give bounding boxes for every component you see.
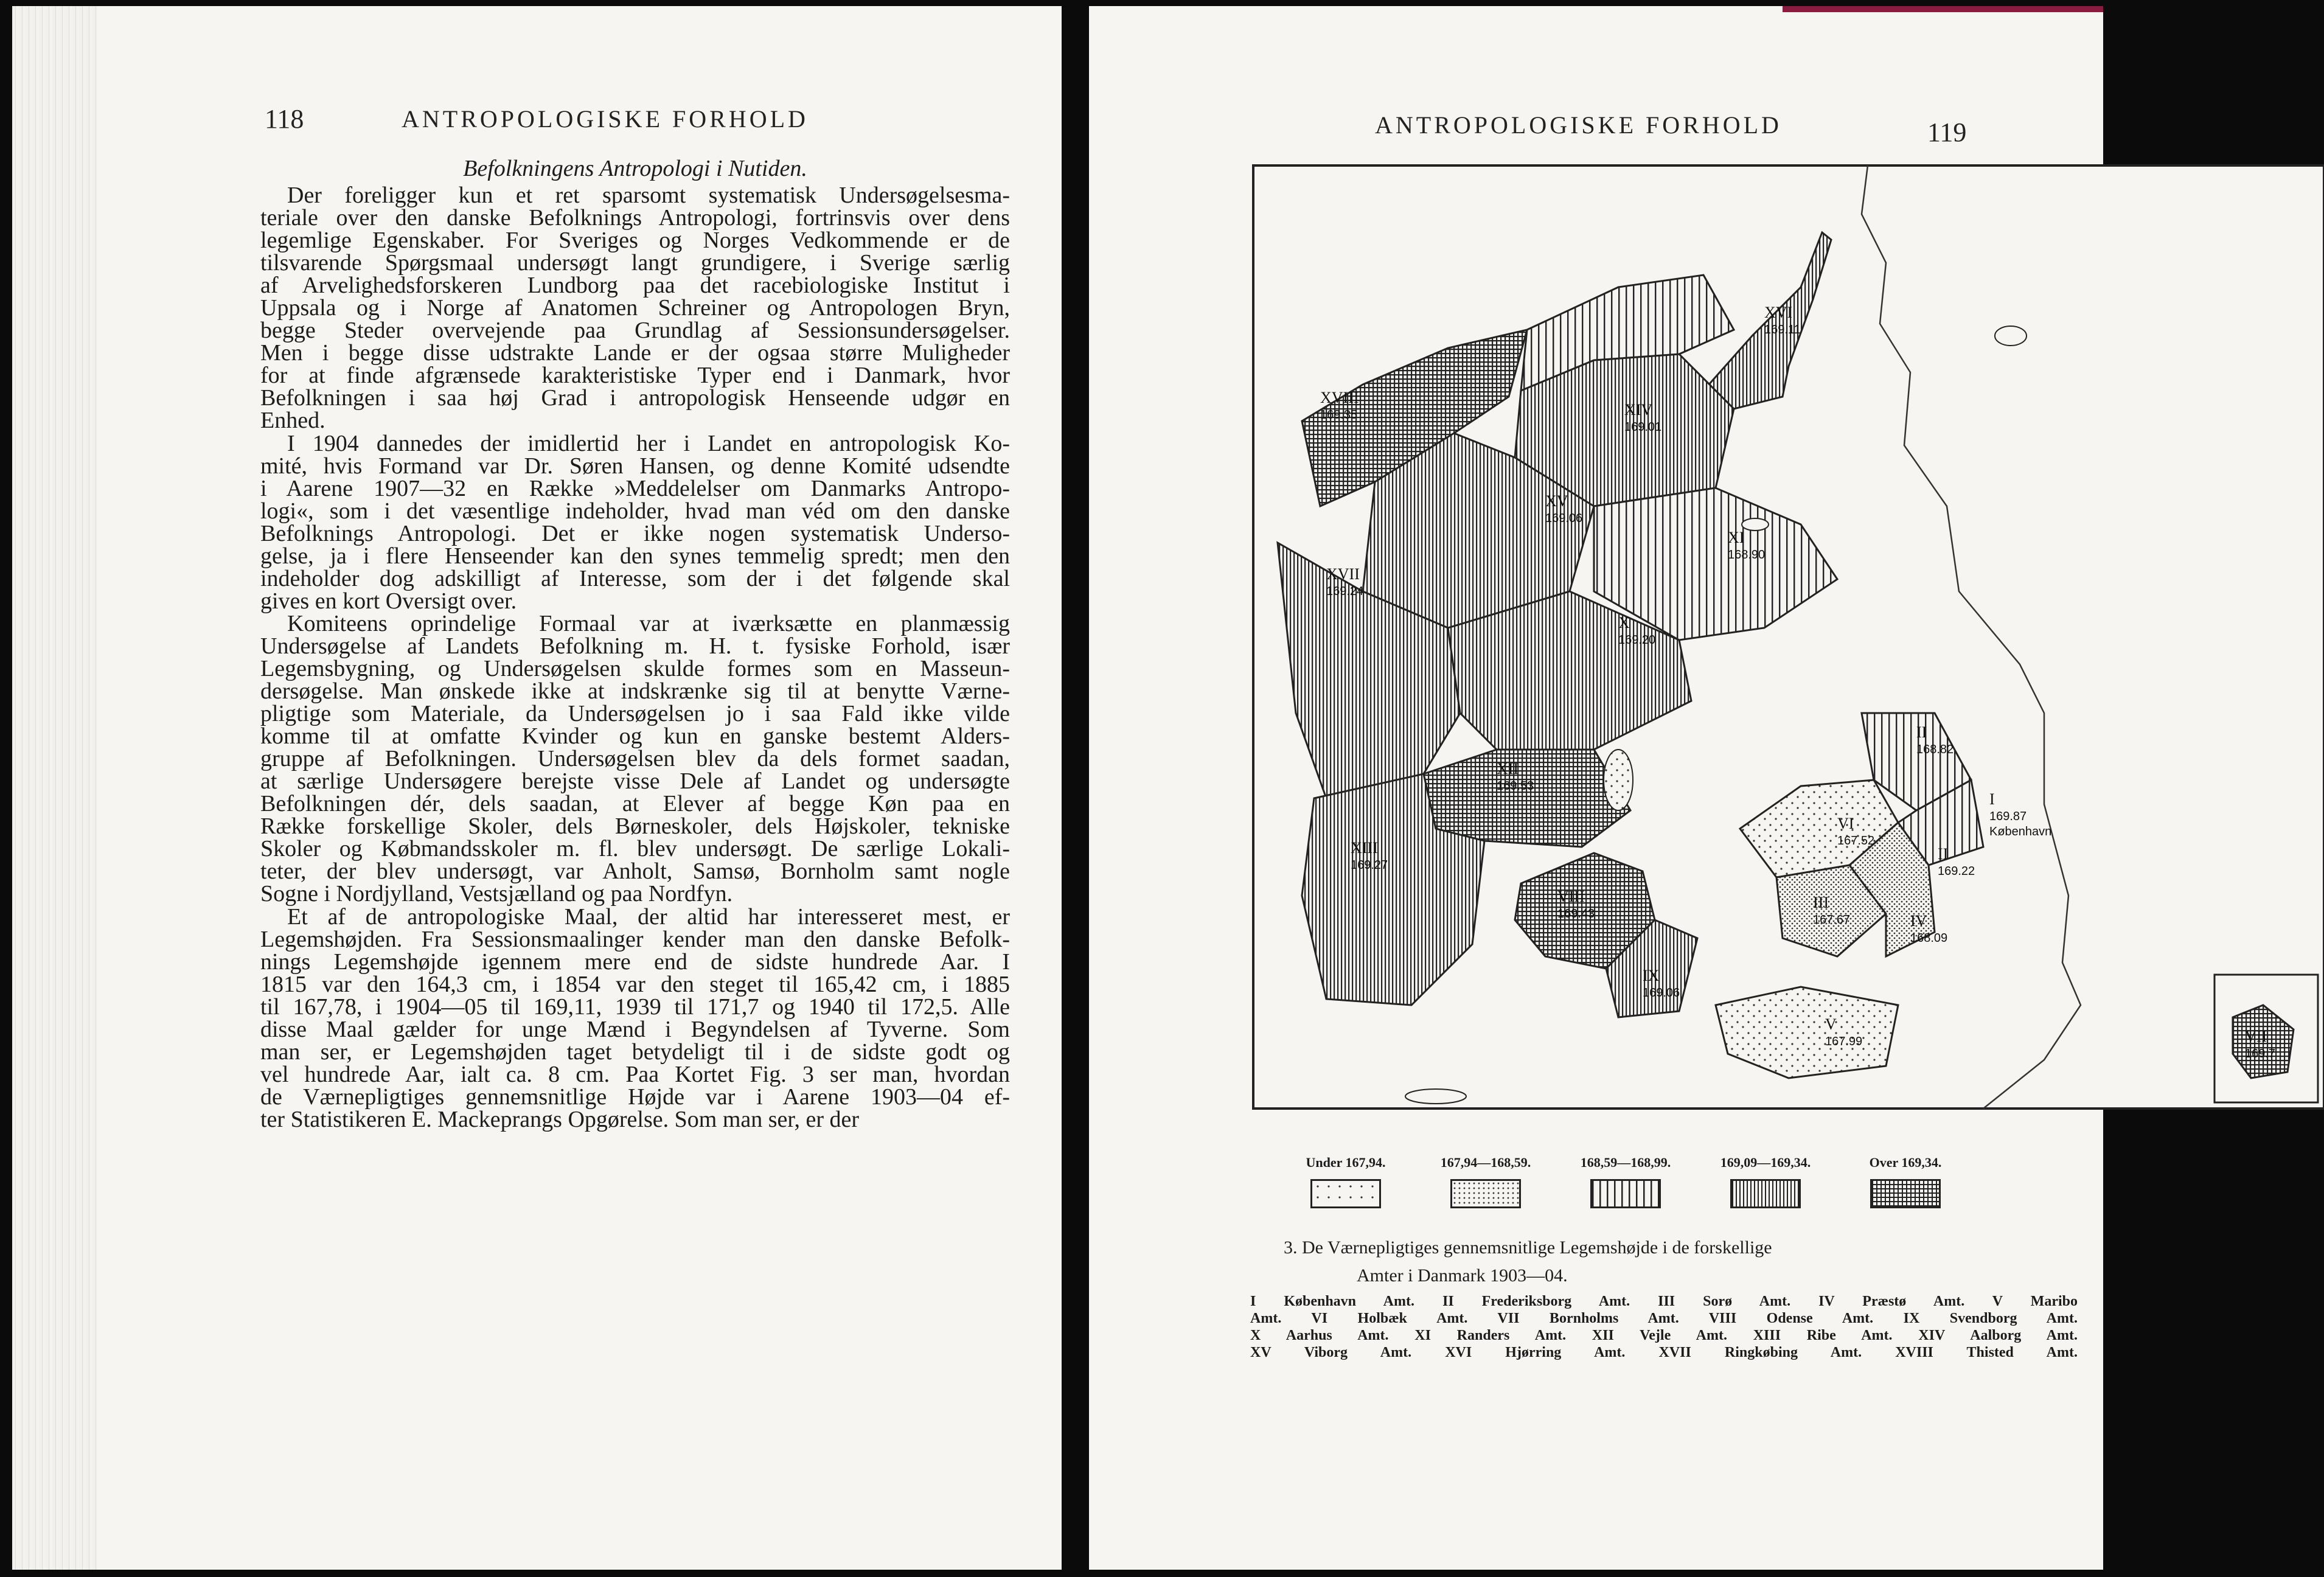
legend-item bbox=[1285, 1155, 1407, 1208]
map-region-numeral: VIII bbox=[1557, 888, 1585, 905]
region-xii bbox=[1424, 750, 1630, 847]
map-region-numeral: V bbox=[1825, 1015, 1837, 1033]
text-line: Et af de antropologiske Maal, der altid har interesseret mest, er bbox=[287, 903, 1010, 930]
map-region-numeral: XI bbox=[1728, 529, 1745, 546]
legend-item bbox=[1425, 1155, 1546, 1208]
map-region-numeral: XIV bbox=[1624, 401, 1653, 419]
running-head-left: ANTROPOLOGISKE FORHOLD bbox=[402, 105, 809, 133]
text-line: vel hundrede Aar, ialt ca. 8 cm. Paa Kortet Fig. 3 ser man, hvordan bbox=[260, 1061, 1010, 1087]
text-line: gelse, ja i flere Henseender kan den synes temmelig spredt; men den bbox=[260, 543, 1010, 569]
map-region-value: 169.35 bbox=[1320, 408, 1358, 422]
text-line: teter, der blev undersøgt, var Anholt, Samsø, Bornholm samt nogle bbox=[260, 858, 1010, 885]
map-region-numeral: XV bbox=[1545, 492, 1568, 510]
map-region-numeral: IX bbox=[1643, 967, 1660, 984]
caption-line-1: 3. De Værnepligtiges gennemsnitlige Legemshøjde i de forskellige bbox=[1284, 1238, 1772, 1258]
map-region-value: 169.01 bbox=[1624, 420, 1662, 434]
legend-swatch bbox=[1730, 1179, 1801, 1208]
legend-label: Under 167,94. bbox=[1306, 1155, 1386, 1170]
map-region-value: 168.90 bbox=[1728, 548, 1766, 562]
binding-mark bbox=[1783, 6, 2103, 12]
legend-label: 167,94—168,59. bbox=[1440, 1155, 1531, 1170]
text-line: man ser, er Legemshøjden taget betydeligt til i de sidste godt og bbox=[260, 1039, 1010, 1065]
legend-swatch bbox=[1450, 1179, 1521, 1208]
text-line: Befolkningen dér, dels saadan, at Elever af begge Køn paa en bbox=[260, 791, 1010, 817]
map-region-numeral: II bbox=[1916, 723, 1927, 741]
island-south bbox=[1405, 1089, 1466, 1104]
figure-caption bbox=[1284, 1234, 2050, 1290]
text-line: tilsvarende Spørgsmaal undersøgt langt grundigere, i Sverige særlig bbox=[260, 250, 1010, 276]
text-line: gives en kort Oversigt over. bbox=[260, 588, 517, 614]
text-line: Skoler og Købmandsskoler m. fl. blev undersøgt. De særlige Lokali- bbox=[260, 836, 1010, 862]
abbrev-line: XV Viborg Amt. XVI Hjørring Amt. XVII Ringkøbing Amt. XVIII Thisted Amt. bbox=[1250, 1345, 2078, 1360]
map-region-value: 168.82 bbox=[1916, 743, 1954, 756]
legend-swatch bbox=[1870, 1179, 1941, 1208]
map-region-value: 169.53 bbox=[1497, 779, 1534, 793]
legend-label: 168,59—168,99. bbox=[1580, 1155, 1671, 1170]
text-line: Befolknings Antropologi. Det er ikke nogen systematisk Underso- bbox=[260, 520, 1010, 546]
running-head-right: ANTROPOLOGISKE FORHOLD bbox=[1375, 111, 1782, 139]
abbrev-line: I København Amt. II Frederiksborg Amt. III Sorø Amt. IV Præstø Amt. V Maribo bbox=[1250, 1293, 2078, 1309]
left-page bbox=[12, 6, 1062, 1570]
section-subtitle: Befolkningens Antropologi i Nutiden. bbox=[463, 156, 807, 181]
text-line: af Arvelighedsforskeren Lundborg paa det racebiologiske Institut i bbox=[260, 273, 1010, 299]
text-line: Befolkningen i saa høj Grad i antropologisk Henseende udgør en bbox=[260, 385, 1010, 411]
map-region-value: 169.11 bbox=[1764, 323, 1801, 336]
map-region-numeral: XVI bbox=[1764, 304, 1793, 321]
map-legend bbox=[1285, 1155, 1972, 1228]
map-region-numeral: VII bbox=[2245, 1028, 2267, 1045]
text-line: komme til at omfatte Kvinder og kun en ganske bestemt Alders- bbox=[260, 723, 1010, 750]
map-region-value: 169.06 bbox=[1545, 512, 1583, 525]
text-line: nings Legemshøjde igennem mere end de sidste hundrede Aar. I bbox=[260, 949, 1010, 975]
legend-item bbox=[1565, 1155, 1686, 1208]
text-line: Række forskellige Skoler, dels Børneskoler, dels Højskoler, tekniske bbox=[260, 813, 1010, 840]
text-line: 1815 var den 164,3 cm, i 1854 var den steget til 165,42 cm, i 1885 bbox=[260, 971, 1010, 997]
page-stack-edge bbox=[12, 6, 97, 1570]
abbrev-line: X Aarhus Amt. XI Randers Amt. XII Vejle Amt. XIII Ribe Amt. XIV Aalborg Amt. bbox=[1250, 1328, 2078, 1343]
text-line: Legemshøjden. Fra Sessionsmaalinger kender man den danske Befolk- bbox=[260, 926, 1010, 952]
map-region-value: 169.7 bbox=[2245, 1047, 2276, 1060]
map-region-value: 169.22 bbox=[1938, 865, 1975, 878]
body-paragraph bbox=[260, 903, 1010, 1132]
legend-item bbox=[1705, 1155, 1826, 1208]
body-text-column bbox=[260, 155, 1010, 1131]
text-line: Sogne i Nordjylland, Vestsjælland og paa Nordfyn. bbox=[260, 881, 733, 907]
page-number-right: 119 bbox=[1927, 117, 1967, 147]
denmark-map-figure bbox=[1253, 165, 2324, 1109]
legend-item bbox=[1845, 1155, 1966, 1208]
denmark-map bbox=[1253, 165, 2324, 1109]
text-line: begge Steder overvejende paa Grundlag af Sessionsundersøgelser. bbox=[260, 318, 1010, 344]
text-line: disse Maal gælder for unge Mænd i Begyndelsen af Tyverne. Som bbox=[260, 1016, 1010, 1042]
map-region-value: 169.87 bbox=[1989, 810, 2027, 823]
text-line: pligtige som Materiale, da Undersøgelsen jo i saa Fald ikke vilde bbox=[260, 701, 1010, 727]
text-line: til 167,78, i 1904—05 til 169,11, 1939 til 171,7 og 1940 til 172,5. Alle bbox=[260, 994, 1010, 1020]
page-number-left: 118 bbox=[265, 104, 304, 134]
island-anholt bbox=[1742, 518, 1769, 531]
text-line: Der foreligger kun et ret sparsomt systematisk Undersøgelsesma- bbox=[287, 183, 1010, 208]
paragraph-list bbox=[260, 184, 1010, 1131]
text-line: dersøgelse. Man ønskede ikke at indskrænke sig til at benytte Værne- bbox=[260, 678, 1010, 705]
legend-swatch bbox=[1310, 1179, 1381, 1208]
island-laeso bbox=[1995, 326, 2027, 346]
county-abbreviations bbox=[1250, 1293, 2078, 1361]
right-page bbox=[1089, 6, 2276, 1570]
map-region-value: København bbox=[1989, 825, 2052, 838]
caption-line-2: Amter i Danmark 1903—04. bbox=[1357, 1265, 1568, 1286]
text-line: logi«, som i det væsentlige indeholder, hvad man véd om den danske bbox=[260, 498, 1010, 524]
map-region-value: 167.52 bbox=[1837, 834, 1875, 848]
text-line: I 1904 dannedes der imidlertid her i Landet en antropologisk Ko- bbox=[287, 430, 1010, 456]
text-line: Komiteens oprindelige Formaal var at iværksætte en planmæssig bbox=[287, 610, 1010, 636]
map-region-numeral: VI bbox=[1837, 815, 1854, 832]
map-region-value: 168.09 bbox=[1910, 931, 1948, 945]
body-paragraph bbox=[260, 610, 1010, 907]
island-samso bbox=[1604, 750, 1633, 810]
text-line: i Aarene 1907—32 en Række »Meddelelser om Danmarks Antropo- bbox=[260, 475, 1010, 501]
map-region-value: 167.99 bbox=[1825, 1035, 1863, 1048]
text-line: Men i begge disse udstrakte Lande er der ogsaa større Muligheder bbox=[260, 340, 1010, 366]
text-line: mité, hvis Formand var Dr. Søren Hansen, og denne Komité udsendte bbox=[260, 453, 1010, 479]
map-region-numeral: II bbox=[1938, 845, 1949, 863]
map-region-value: 169.24 bbox=[1326, 585, 1364, 598]
map-region-value: 169.27 bbox=[1351, 858, 1388, 872]
map-region-value: 169.06 bbox=[1643, 986, 1680, 1000]
map-region-numeral: IV bbox=[1910, 912, 1927, 930]
text-line: for at finde afgrænsede karakteristiske Typer end i Danmark, hvor bbox=[260, 363, 1010, 389]
text-line: legemlige Egenskaber. For Sveriges og Norges Vedkommende er de bbox=[260, 228, 1010, 254]
map-region-numeral: III bbox=[1813, 894, 1829, 911]
legend-label: Over 169,34. bbox=[1869, 1155, 1942, 1170]
text-line: ter Statistikeren E. Mackeprangs Opgørelse. Som man ser, er der bbox=[260, 1106, 860, 1132]
legend-label: 169,09—169,34. bbox=[1720, 1155, 1811, 1170]
body-paragraph bbox=[260, 184, 1010, 433]
text-line: indeholder dog adskilligt af Interesse, som der i det følgende skal bbox=[260, 565, 1010, 591]
map-region-value: 167.67 bbox=[1813, 913, 1851, 927]
text-line: Uppsala og i Norge af Anatomen Schreiner og Antropologen Bryn, bbox=[260, 295, 1010, 321]
map-region-value: 169.43 bbox=[1557, 907, 1595, 921]
body-paragraph bbox=[260, 430, 1010, 614]
text-line: Legemsbygning, og Undersøgelsen skulde formes som en Masseun- bbox=[260, 655, 1010, 681]
map-region-value: 169.20 bbox=[1618, 633, 1656, 647]
map-region-numeral: XVIII bbox=[1320, 389, 1359, 406]
text-line: de Værnepligtiges gennemsnitlige Højde var i Aarene 1903—04 ef- bbox=[260, 1084, 1010, 1110]
text-line: gruppe af Befolkningen. Undersøgelsen blev da dels formet saadan, bbox=[260, 746, 1010, 772]
map-region-numeral: I bbox=[1989, 790, 1995, 808]
text-line: teriale over den danske Befolknings Antropologi, fortrinsvis over dens bbox=[260, 205, 1010, 231]
map-region-numeral: XII bbox=[1497, 760, 1519, 778]
text-line: at særlige Undersøgere berejste visse Dele af Landet og undersøgte bbox=[260, 768, 1010, 795]
abbrev-line: Amt. VI Holbæk Amt. VII Bornholms Amt. VIII Odense Amt. IX Svendborg Amt. bbox=[1250, 1311, 2078, 1326]
map-region-numeral: XIII bbox=[1351, 839, 1378, 857]
text-line: Enhed. bbox=[260, 408, 325, 434]
legend-swatch bbox=[1590, 1179, 1661, 1208]
map-region-numeral: X bbox=[1618, 614, 1630, 632]
map-region-numeral: XVII bbox=[1326, 565, 1360, 583]
text-line: Undersøgelse af Landets Befolkning m. H. t. fysiske Forhold, især bbox=[260, 633, 1010, 659]
